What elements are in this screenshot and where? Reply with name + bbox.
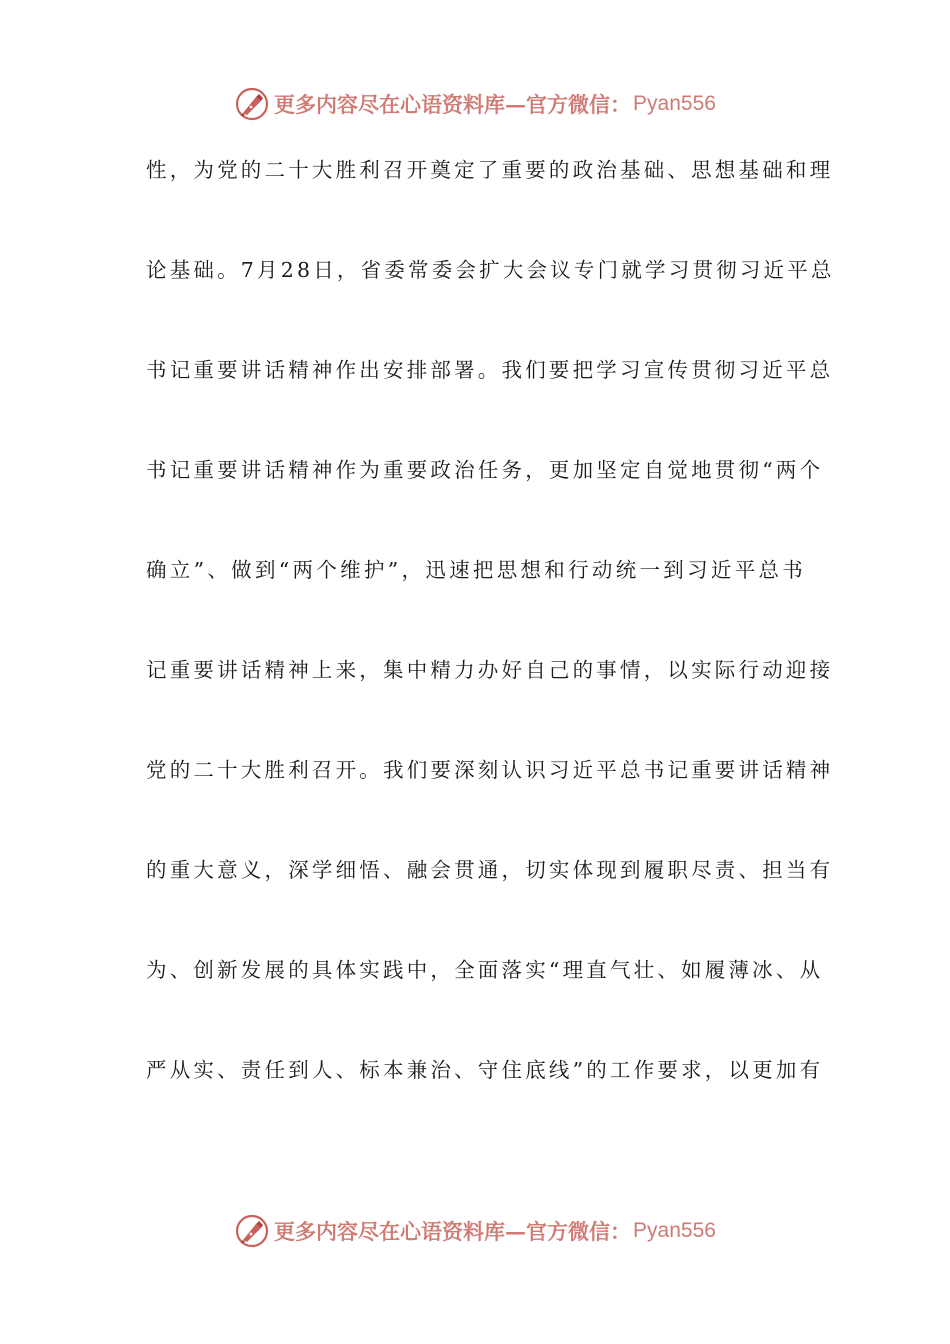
pen-nib-logo-icon (234, 1213, 270, 1249)
body-line: 书记重要讲话精神作出安排部署。我们要把学习宣传贯彻习近平总 (146, 358, 834, 382)
footer-banner-text: 更多内容尽在心语资料库—官方微信： (274, 1219, 632, 1244)
document-body (146, 146, 835, 1146)
body-line: 确立”、做到“两个维护”，迅速把思想和行动统一到习近平总书 (146, 558, 806, 582)
body-line: 党的二十大胜利召开。我们要深刻认识习近平总书记重要讲话精神 (146, 758, 834, 782)
body-line: 论基础。7月28日，省委常委会扩大会议专门就学习贯彻习近平总 (146, 258, 835, 282)
footer-banner-content (234, 1213, 716, 1249)
pen-nib-logo-icon (234, 86, 270, 122)
body-line: 书记重要讲话精神作为重要政治任务，更加坚定自觉地贯彻“两个 (146, 458, 824, 482)
footer-banner (0, 1211, 950, 1251)
body-line: 性，为党的二十大胜利召开奠定了重要的政治基础、思想基础和理 (146, 158, 834, 182)
header-banner-text: 更多内容尽在心语资料库—官方微信： (274, 92, 632, 117)
footer-banner-id: Pyan556 (633, 1219, 716, 1242)
body-line: 的重大意义，深学细悟、融会贯通，切实体现到履职尽责、担当有 (146, 858, 834, 882)
body-line: 为、创新发展的具体实践中，全面落实“理直气壮、如履薄冰、从 (146, 958, 824, 982)
body-line: 记重要讲话精神上来，集中精力办好自己的事情，以实际行动迎接 (146, 658, 834, 682)
header-banner-id: Pyan556 (633, 92, 716, 115)
header-banner (0, 84, 950, 124)
header-banner-content (234, 86, 716, 122)
body-line: 严从实、责任到人、标本兼治、守住底线”的工作要求，以更加有 (146, 1058, 824, 1082)
